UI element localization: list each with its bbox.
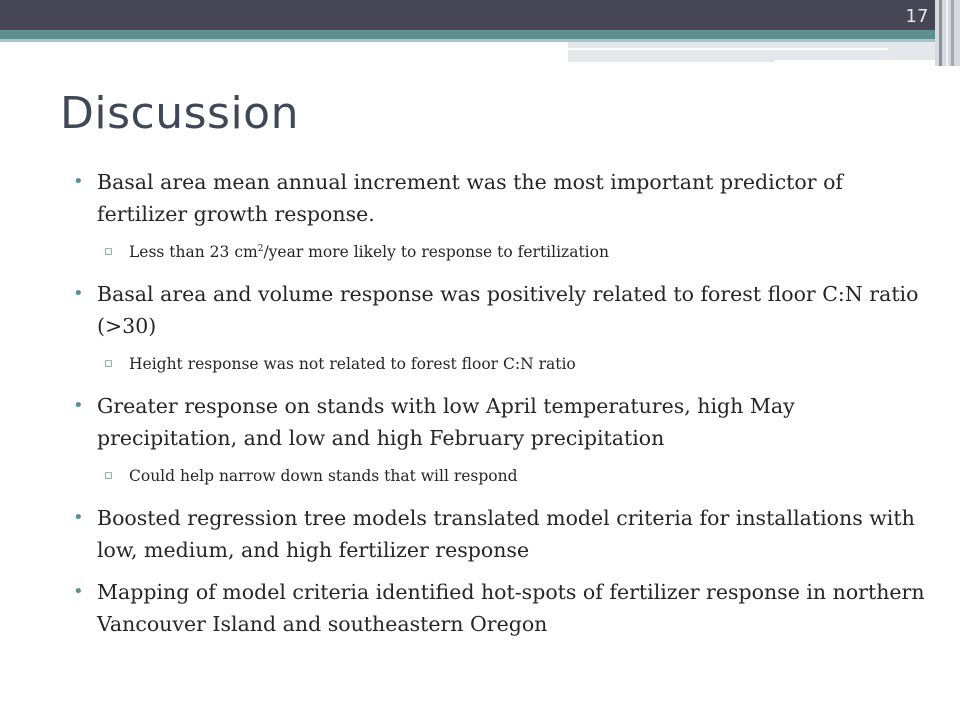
bullet-dot-icon: • [73, 283, 84, 304]
bullet-text: Greater response on stands with low April temperatures, high May precipitation, and low and high February precipitation [97, 394, 795, 450]
edge-stripe [939, 0, 942, 66]
bullet-item [73, 166, 933, 230]
slide-title: Discussion [60, 88, 299, 139]
bullet-text: Boosted regression tree models translated model criteria for installations with low, medium, and high fertilizer response [97, 506, 915, 562]
banner-teal-band [0, 30, 935, 39]
edge-stripe [951, 0, 954, 66]
banner-dark-bar [0, 0, 960, 30]
sub-bullet-text-prefix: Less than 23 cm [129, 243, 258, 261]
bullet-text: Basal area and volume response was positively related to forest floor C:N ratio (>30) [97, 282, 919, 338]
sub-bullet-text-suffix: /year more likely to response to fertilization [263, 243, 609, 261]
bullet-dot-icon: • [73, 507, 84, 528]
sub-bullet-square-icon: ▫ [104, 468, 113, 483]
sub-bullet-text: Could help narrow down stands that will respond [129, 467, 518, 485]
banner-divider-line [774, 60, 938, 62]
banner-divider-line [568, 48, 888, 50]
sub-bullet-square-icon: ▫ [104, 356, 113, 371]
banner-right-edge [935, 0, 960, 66]
sub-bullet-item [73, 352, 933, 376]
sub-bullet-square-icon: ▫ [104, 244, 113, 259]
bullet-item [73, 390, 933, 454]
banner-grey-strip [568, 42, 938, 62]
bullet-dot-icon: • [73, 395, 84, 416]
bullet-list [73, 166, 933, 650]
sub-bullet-item [73, 240, 933, 264]
bullet-dot-icon: • [73, 581, 84, 602]
superscript: 2 [257, 243, 264, 254]
bullet-item [73, 576, 933, 640]
bullet-text: Mapping of model criteria identified hot-spots of fertilizer response in northern Vancouver Island and southeastern Oregon [97, 580, 925, 636]
sub-bullet-text: Height response was not related to forest floor C:N ratio [129, 355, 576, 373]
bullet-item [73, 502, 933, 566]
bullet-dot-icon: • [73, 171, 84, 192]
bullet-text: Basal area mean annual increment was the most important predictor of fertilizer growth response. [97, 170, 843, 226]
slide-number: 17 [905, 6, 929, 27]
sub-bullet-item [73, 464, 933, 488]
bullet-item [73, 278, 933, 342]
edge-stripe [946, 0, 948, 66]
